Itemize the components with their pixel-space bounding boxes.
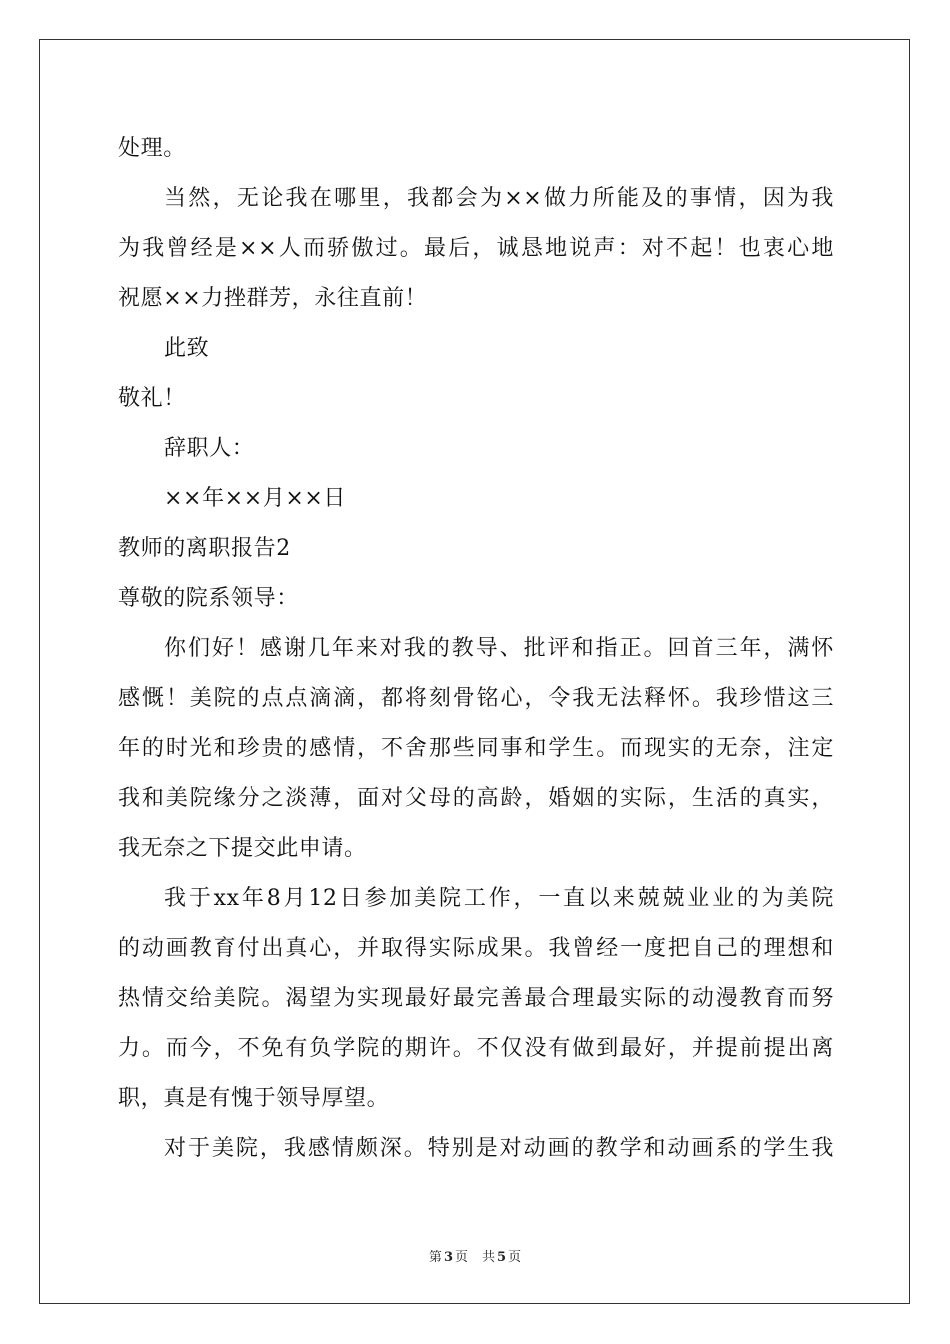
text-line: 职，真是有愧于领导厚望。 [118, 1086, 390, 1111]
text-line: 处理。 [118, 136, 186, 161]
closing-respect: 敬礼！ [118, 386, 186, 411]
text-line: 热情交给美院。渴望为实现最好最完善最合理最实际的动漫教育而努 [118, 986, 834, 1011]
text-line: 我和美院缘分之淡薄，面对父母的高龄，婚姻的实际，生活的真实， [118, 786, 834, 811]
date-line: ××年××月××日 [164, 486, 347, 511]
text-line: 你们好！感谢几年来对我的教导、批评和指正。回首三年，满怀 [164, 636, 834, 661]
total-pages-number: 5 [497, 1250, 507, 1265]
text-line: 为我曾经是××人而骄傲过。最后，诚恳地说声：对不起！也衷心地 [118, 236, 834, 261]
text-line: 年的时光和珍贵的感情，不舍那些同事和学生。而现实的无奈，注定 [118, 736, 834, 761]
text-line: 感慨！美院的点点滴滴，都将刻骨铭心，令我无法释怀。我珍惜这三 [118, 686, 834, 711]
greeting: 尊敬的院系领导： [118, 586, 299, 611]
text-line: 对于美院，我感情颇深。特别是对动画的教学和动画系的学生我 [164, 1136, 834, 1161]
closing-salutation: 此致 [164, 336, 210, 361]
text-line: 我无奈之下提交此申请。 [118, 836, 367, 861]
signature-label: 辞职人： [164, 436, 255, 461]
total-suffix: 页 [508, 1250, 522, 1265]
text-line: 力。而今，不免有负学院的期许。不仅没有做到最好，并提前提出离 [118, 1036, 834, 1061]
page-prefix: 第 [428, 1250, 442, 1265]
total-prefix: 共 [482, 1250, 496, 1265]
page-footer [0, 1246, 950, 1265]
current-page-number: 3 [443, 1250, 453, 1265]
document-body [118, 124, 834, 1174]
text-line: 当然，无论我在哪里，我都会为××做力所能及的事情，因为我 [164, 186, 834, 211]
section-title: 教师的离职报告2 [118, 536, 291, 561]
page-suffix: 页 [454, 1250, 468, 1265]
text-line: 的动画教育付出真心，并取得实际成果。我曾经一度把自己的理想和 [118, 936, 834, 961]
text-line: 祝愿××力挫群芳，永往直前！ [118, 286, 428, 311]
text-line: 我于xx年8月12日参加美院工作，一直以来兢兢业业的为美院 [164, 886, 834, 911]
